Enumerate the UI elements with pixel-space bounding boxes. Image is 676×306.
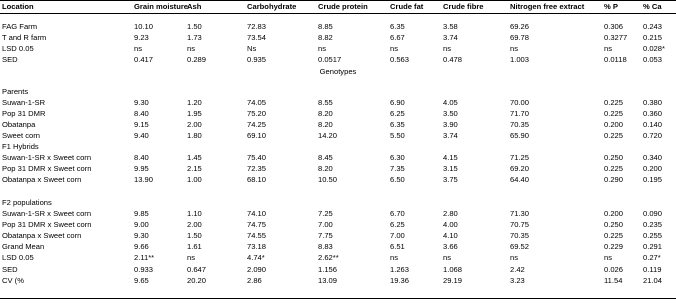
cell-ash: 1.20 xyxy=(187,98,202,107)
cell-crude-protein: 13.09 xyxy=(318,275,338,285)
cell-p: 0.250 xyxy=(604,153,624,162)
header-row xyxy=(0,1,676,12)
table-row xyxy=(0,21,676,32)
cell-ca: 0.119 xyxy=(643,264,662,274)
cell-crude-fibre: ns xyxy=(443,44,452,54)
cell-ca: 0.243 xyxy=(643,22,663,31)
cell-carbohydrate: 74.75 xyxy=(247,220,267,230)
cell-grain-moisture: 0.417 xyxy=(134,55,154,65)
cell-carbohydrate: 72.35 xyxy=(247,164,267,174)
cell-nitrogen-free-extract: 71.70 xyxy=(510,109,530,119)
cell-carbohydrate: 2.86 xyxy=(247,275,262,285)
header-crude-fibre: Crude fibre xyxy=(443,2,484,11)
cell-ca: 0.360 xyxy=(643,109,663,119)
table-row xyxy=(0,54,676,65)
cell-crude-protein: 8.82 xyxy=(318,33,333,43)
cell-grain-moisture: 0.933 xyxy=(134,264,154,274)
cell-crude-fibre: 1.068 xyxy=(443,264,463,274)
cell-crude-fat: 6.90 xyxy=(390,98,405,107)
cell-crude-fat: 6.35 xyxy=(390,22,405,31)
cell-carbohydrate: 75.40 xyxy=(247,153,267,162)
cell-crude-fibre: 3.74 xyxy=(443,131,458,141)
cell-crude-fibre: 3.66 xyxy=(443,242,458,252)
cell-ca: 0.028* xyxy=(643,44,665,54)
cell-ca: 0.195 xyxy=(643,175,663,185)
cell-p: 0.225 xyxy=(604,164,624,174)
cell-p: 11.54 xyxy=(604,275,623,285)
table-row xyxy=(0,230,676,241)
cell-crude-fat: 6.50 xyxy=(390,175,405,185)
cell-ca: 0.27* xyxy=(643,253,661,263)
cell-ash: 1.80 xyxy=(187,131,202,141)
cell-crude-fibre: 3.74 xyxy=(443,33,458,43)
cell-label: Sweet corn xyxy=(2,131,40,141)
cell-ash: 1.73 xyxy=(187,33,202,43)
table-row xyxy=(0,119,676,130)
cell-crude-fat: 0.563 xyxy=(390,55,410,65)
cell-nitrogen-free-extract: 70.35 xyxy=(510,231,530,241)
header-nitrogen-free-extract: Nitrogen free extract xyxy=(510,2,585,11)
cell-label: Obatanpa x Sweet corn xyxy=(2,231,82,241)
cell-carbohydrate: 2.090 xyxy=(247,264,267,274)
table-row xyxy=(0,208,676,219)
cell-p: 0.0118 xyxy=(604,55,627,65)
cell-carbohydrate: 74.25 xyxy=(247,120,267,130)
cell-grain-moisture: 9.40 xyxy=(134,131,149,141)
genotypes-caption: Genotypes xyxy=(319,67,357,76)
cell-ca: 0.720 xyxy=(643,131,663,141)
table-row xyxy=(0,241,676,252)
cell-crude-fibre: 3.15 xyxy=(443,164,458,174)
cell-nitrogen-free-extract: 71.25 xyxy=(510,153,530,162)
cell-grain-moisture: 8.40 xyxy=(134,109,149,119)
cell-grain-moisture: 2.11** xyxy=(134,253,155,263)
header-location: Location xyxy=(2,2,34,11)
cell-nitrogen-free-extract: 69.20 xyxy=(510,164,530,174)
table-row xyxy=(0,264,676,275)
cell-crude-fibre: 4.05 xyxy=(443,98,458,107)
cell-ca: 0.140 xyxy=(643,120,663,130)
cell-crude-fat: 6.51 xyxy=(390,242,405,252)
cell-p: 0.225 xyxy=(604,131,624,141)
cell-grain-moisture: 9.30 xyxy=(134,231,149,241)
cell-label: T and R farm xyxy=(2,33,47,43)
cell-crude-protein: 8.20 xyxy=(318,120,333,130)
cell-nitrogen-free-extract: 69.52 xyxy=(510,242,530,252)
cell-crude-fibre: 2.80 xyxy=(443,209,458,218)
header-ca: % Ca xyxy=(643,2,662,11)
cell-carbohydrate: 74.05 xyxy=(247,98,267,107)
cell-p: 0.250 xyxy=(604,220,624,230)
cell-label: Obatanpa x Sweet corn xyxy=(2,175,82,185)
cell-label: FAG Farm xyxy=(2,22,38,31)
cell-label: SED xyxy=(2,55,18,65)
cell-ash: 20.20 xyxy=(187,275,207,285)
header-carbohydrate: Carbohydrate xyxy=(247,2,297,11)
cell-crude-protein: 8.45 xyxy=(318,153,333,162)
cell-ash: 1.50 xyxy=(187,22,202,31)
header-grain-moisture: Grain moisture xyxy=(134,2,189,11)
cell-crude-protein: 8.85 xyxy=(318,22,333,31)
cell-p: 0.225 xyxy=(604,109,624,119)
cell-ash: 1.61 xyxy=(187,242,202,252)
cell-ash: ns xyxy=(187,44,196,54)
cell-crude-protein: 14.20 xyxy=(318,131,338,141)
cell-crude-protein: 7.25 xyxy=(318,209,333,218)
cell-nitrogen-free-extract: 70.75 xyxy=(510,220,530,230)
cell-nitrogen-free-extract: 65.90 xyxy=(510,131,530,141)
cell-nitrogen-free-extract: 69.78 xyxy=(510,33,530,43)
cell-nitrogen-free-extract: 2.42 xyxy=(510,264,525,274)
cell-grain-moisture: 9.85 xyxy=(134,209,149,218)
cell-label: SED xyxy=(2,264,18,274)
cell-p: 0.200 xyxy=(604,120,624,130)
cell-crude-fibre: 3.75 xyxy=(443,175,458,185)
table-row xyxy=(0,275,676,286)
cell-grain-moisture: 9.30 xyxy=(134,98,149,107)
cell-ca: 0.380 xyxy=(643,98,663,107)
cell-p: 0.290 xyxy=(604,175,624,185)
cell-crude-protein: 10.50 xyxy=(318,175,338,185)
cell-ash: 0.289 xyxy=(187,55,207,65)
cell-ca: 0.053 xyxy=(643,55,663,65)
cell-ash: 1.00 xyxy=(187,175,202,185)
cell-grain-moisture: 8.40 xyxy=(134,153,149,162)
cell-crude-fat: 7.00 xyxy=(390,231,405,241)
cell-crude-fibre: 3.90 xyxy=(443,120,458,130)
cell-crude-fat: 6.70 xyxy=(390,209,405,218)
cell-p: ns xyxy=(604,44,613,54)
cell-crude-protein: 2.62** xyxy=(318,253,339,263)
cell-ash: 0.647 xyxy=(187,264,207,274)
cell-grain-moisture: 9.00 xyxy=(134,220,149,230)
cell-ca: 0.255 xyxy=(643,231,663,241)
cell-p: 0.306 xyxy=(604,22,624,31)
cell-nitrogen-free-extract: 69.26 xyxy=(510,22,530,31)
cell-crude-protein: 0.0517 xyxy=(318,55,342,65)
cell-ca: 0.200 xyxy=(643,164,663,174)
cell-crude-protein: 7.75 xyxy=(318,231,333,241)
cell-crude-protein: ns xyxy=(318,44,327,54)
cell-nitrogen-free-extract: 71.30 xyxy=(510,209,530,218)
cell-crude-fat: 6.35 xyxy=(390,120,405,130)
cell-carbohydrate: 0.935 xyxy=(247,55,267,65)
table-row xyxy=(0,108,676,119)
cell-nitrogen-free-extract: 64.40 xyxy=(510,175,530,185)
header-p: % P xyxy=(604,2,618,11)
cell-crude-fibre: 0.478 xyxy=(443,55,463,65)
cell-p: 0.3277 xyxy=(604,33,628,43)
cell-label: Pop 31 DMR x Sweet corn xyxy=(2,164,92,174)
table-row xyxy=(0,174,676,185)
cell-nitrogen-free-extract: ns xyxy=(510,253,519,263)
cell-crude-fibre: ns xyxy=(443,253,452,263)
cell-crude-fat: 7.35 xyxy=(390,164,405,174)
cell-crude-protein: 7.00 xyxy=(318,220,333,230)
cell-p: 0.225 xyxy=(604,231,624,241)
cell-crude-fibre: 4.00 xyxy=(443,220,458,230)
cell-carbohydrate: 74.55 xyxy=(247,231,267,241)
cell-crude-fibre: 4.15 xyxy=(443,153,458,162)
cell-crude-fat: 6.67 xyxy=(390,33,405,43)
table-row xyxy=(0,152,676,163)
cell-ash: 1.10 xyxy=(187,209,202,218)
cell-nitrogen-free-extract: 70.00 xyxy=(510,98,530,107)
cell-crude-fat: 6.30 xyxy=(390,153,405,162)
cell-carbohydrate: 68.10 xyxy=(247,175,267,185)
section-label: F2 populations xyxy=(2,198,52,207)
cell-crude-protein: 1.156 xyxy=(318,264,338,274)
cell-crude-fat: 6.25 xyxy=(390,220,405,230)
cell-grain-moisture: ns xyxy=(134,44,143,54)
cell-nitrogen-free-extract: 70.35 xyxy=(510,120,530,130)
table-row xyxy=(0,130,676,141)
cell-ca: 0.291 xyxy=(643,242,663,252)
header-rule xyxy=(0,13,676,14)
cell-grain-moisture: 9.95 xyxy=(134,164,149,174)
cell-grain-moisture: 9.66 xyxy=(134,242,149,252)
cell-label: CV (% xyxy=(2,275,24,285)
cell-label: Pop 31 DMR x Sweet corn xyxy=(2,220,92,230)
table-row xyxy=(0,43,676,54)
cell-carbohydrate: 73.54 xyxy=(247,33,267,43)
table-row xyxy=(0,163,676,174)
cell-carbohydrate: 72.83 xyxy=(247,22,267,31)
cell-ash: 2.15 xyxy=(187,164,202,174)
cell-ca: 0.090 xyxy=(643,209,663,218)
cell-ca: 21.04 xyxy=(643,275,663,285)
cell-ca: 0.235 xyxy=(643,220,663,230)
cell-carbohydrate: 74.10 xyxy=(247,209,267,218)
section-f1-hybrids xyxy=(0,141,676,152)
header-ash: Ash xyxy=(187,2,202,11)
cell-nitrogen-free-extract: 3.23 xyxy=(510,275,525,285)
table-row xyxy=(0,252,676,263)
cell-carbohydrate: 73.18 xyxy=(247,242,267,252)
cell-grain-moisture: 13.90 xyxy=(134,175,154,185)
cell-label: LSD 0.05 xyxy=(2,44,34,54)
cell-grain-moisture: 9.15 xyxy=(134,120,149,130)
cell-grain-moisture: 10.10 xyxy=(134,22,154,31)
table-row xyxy=(0,32,676,43)
cell-ash: 1.45 xyxy=(187,153,202,162)
cell-crude-fat: 1.263 xyxy=(390,264,410,274)
cell-p: 0.229 xyxy=(604,242,624,252)
cell-nitrogen-free-extract: 1.003 xyxy=(510,55,530,65)
cell-crude-protein: 8.83 xyxy=(318,242,333,252)
cell-p: 0.200 xyxy=(604,209,624,218)
header-crude-protein: Crude protein xyxy=(318,2,368,11)
section-f2-populations xyxy=(0,197,676,208)
cell-carbohydrate: Ns xyxy=(247,44,257,54)
cell-label: Pop 31 DMR xyxy=(2,109,46,119)
cell-label: LSD 0.05 xyxy=(2,253,34,263)
cell-label: Suwan-1-SR xyxy=(2,98,46,107)
cell-grain-moisture: 9.65 xyxy=(134,275,149,285)
cell-crude-fat: 19.36 xyxy=(390,275,410,285)
section-parents xyxy=(0,86,676,97)
cell-ca: 0.340 xyxy=(643,153,663,162)
cell-label: Suwan-1-SR x Sweet corn xyxy=(2,209,92,218)
cell-ash: 1.50 xyxy=(187,231,202,241)
cell-p: 0.225 xyxy=(604,98,624,107)
section-label: F1 Hybrids xyxy=(2,142,39,151)
cell-label: Grand Mean xyxy=(2,242,45,252)
cell-crude-fat: ns xyxy=(390,44,399,54)
cell-carbohydrate: 69.10 xyxy=(247,131,267,141)
table-row xyxy=(0,97,676,108)
cell-ash: 2.00 xyxy=(187,120,202,130)
cell-label: Obatanpa xyxy=(2,120,36,130)
cell-crude-fat: 6.25 xyxy=(390,109,405,119)
cell-crude-fat: ns xyxy=(390,253,399,263)
table-row xyxy=(0,219,676,230)
cell-crude-fat: 5.50 xyxy=(390,131,405,141)
cell-crude-fibre: 4.10 xyxy=(443,231,458,241)
cell-ash: 2.00 xyxy=(187,220,202,230)
cell-carbohydrate: 4.74* xyxy=(247,253,265,263)
cell-crude-fibre: 29.19 xyxy=(443,275,463,285)
cell-p: 0.026 xyxy=(604,264,624,274)
bottom-rule xyxy=(0,298,676,299)
cell-crude-protein: 8.20 xyxy=(318,164,333,174)
cell-ca: 0.215 xyxy=(643,33,663,43)
cell-ash: 1.95 xyxy=(187,109,202,119)
cell-crude-protein: 8.20 xyxy=(318,109,333,119)
section-label: Parents xyxy=(2,87,29,96)
cell-crude-fibre: 3.58 xyxy=(443,22,458,31)
cell-label: Suwan-1-SR x Sweet corn xyxy=(2,153,92,162)
cell-carbohydrate: 75.20 xyxy=(247,109,267,119)
cell-ash: ns xyxy=(187,253,196,263)
cell-p: ns xyxy=(604,253,613,263)
cell-crude-protein: 8.55 xyxy=(318,98,333,107)
cell-crude-fibre: 3.50 xyxy=(443,109,458,119)
header-crude-fat: Crude fat xyxy=(390,2,424,11)
cell-grain-moisture: 9.23 xyxy=(134,33,149,43)
cell-nitrogen-free-extract: ns xyxy=(510,44,519,54)
